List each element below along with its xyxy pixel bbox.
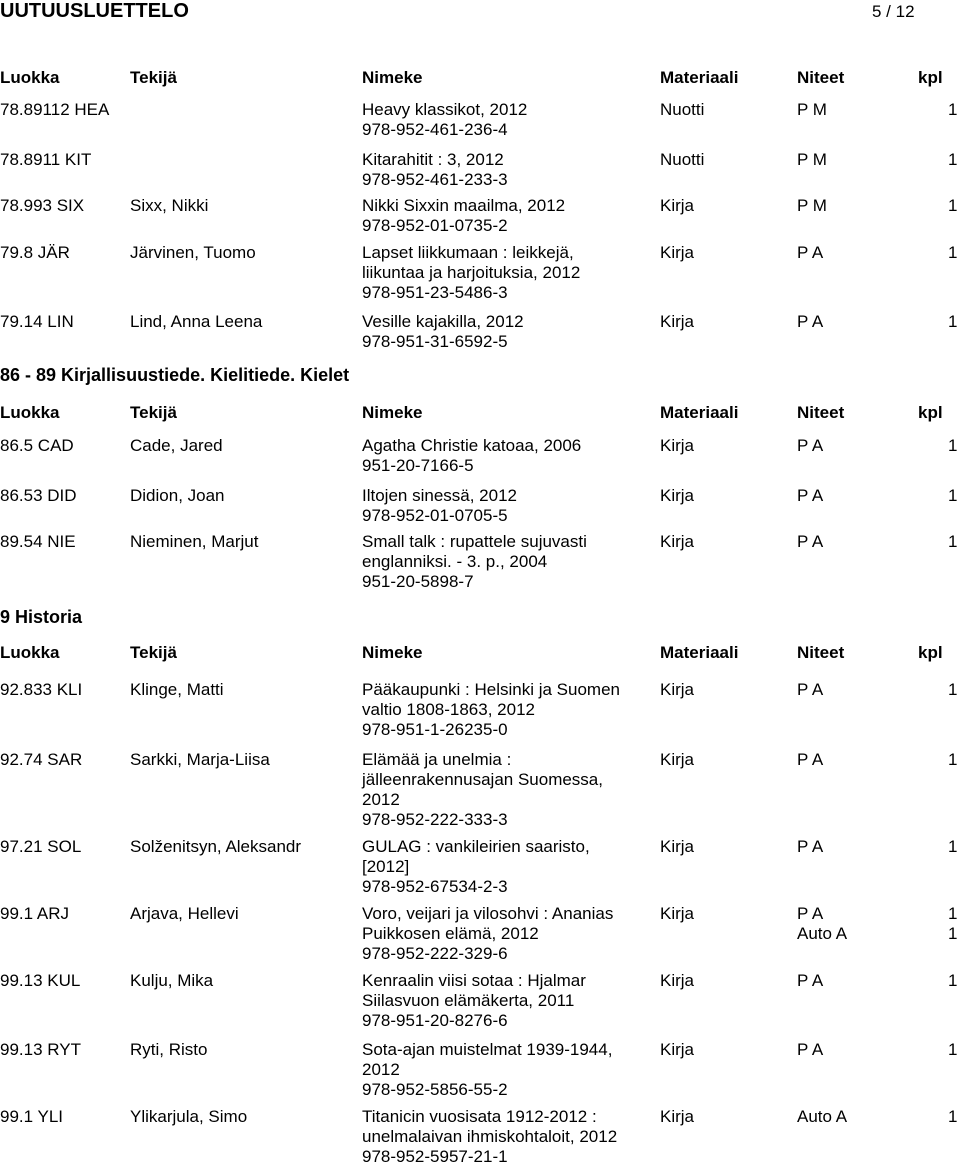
- row-title-line: Puikkosen elämä, 2012: [362, 924, 539, 943]
- row-title-line: Heavy klassikot, 2012: [362, 100, 528, 119]
- row-material: Kirja: [660, 680, 695, 699]
- row-material: Kirja: [660, 837, 695, 856]
- column-header-tekija: Tekijä: [130, 68, 177, 87]
- row-isbn: 978-952-01-0705-5: [362, 506, 508, 525]
- row-author: Lind, Anna Leena: [130, 312, 263, 331]
- row-author: Arjava, Hellevi: [130, 904, 239, 923]
- row-title-line: liikuntaa ja harjoituksia, 2012: [362, 263, 581, 282]
- row-count: 1: [948, 100, 958, 119]
- row-isbn: 978-952-5856-55-2: [362, 1080, 508, 1099]
- row-title-line: Voro, veijari ja vilosohvi : Ananias: [362, 904, 614, 923]
- row-material: Kirja: [660, 196, 695, 215]
- row-title-block: [362, 1040, 612, 1100]
- row-count: 1: [948, 904, 958, 923]
- column-header-nimeke: Nimeke: [362, 403, 423, 422]
- row-material: Nuotti: [660, 100, 705, 119]
- row-isbn: 978-952-461-233-3: [362, 170, 508, 189]
- row-title-line: Siilasvuon elämäkerta, 2011: [362, 991, 575, 1010]
- row-author: Cade, Jared: [130, 436, 223, 455]
- row-material: Nuotti: [660, 150, 705, 169]
- row-copies-location: P A: [797, 436, 824, 455]
- column-header-materiaali: Materiaali: [660, 403, 739, 422]
- row-title-line: Titanicin vuosisata 1912-2012 :: [362, 1107, 597, 1126]
- row-copies-location: Auto A: [797, 924, 848, 943]
- row-author: Sarkki, Marja-Liisa: [130, 750, 270, 769]
- row-isbn: 978-952-5957-21-1: [362, 1147, 508, 1166]
- row-copies-location: P A: [797, 904, 824, 923]
- row-copies-location: P A: [797, 486, 824, 505]
- row-title-block: [362, 100, 527, 140]
- row-title-line: Small talk : rupattele sujuvasti: [362, 532, 587, 551]
- row-author: Didion, Joan: [130, 486, 225, 505]
- row-title-block: [362, 971, 586, 1031]
- row-class-number: 86.5 CAD: [0, 436, 74, 455]
- row-isbn: 978-952-222-333-3: [362, 810, 508, 829]
- row-title-line: GULAG : vankileirien saaristo,: [362, 837, 590, 856]
- row-isbn: 978-951-31-6592-5: [362, 332, 508, 351]
- row-material: Kirja: [660, 532, 695, 551]
- row-author: Järvinen, Tuomo: [130, 243, 256, 262]
- row-count: 1: [948, 532, 958, 551]
- row-class-number: 78.89112 HEA: [0, 100, 110, 119]
- row-title-block: [362, 312, 524, 352]
- row-isbn: 978-951-1-26235-0: [362, 720, 508, 739]
- row-class-number: 78.8911 KIT: [0, 150, 92, 169]
- row-author: Klinge, Matti: [130, 680, 224, 699]
- column-header-niteet: Niteet: [797, 403, 845, 422]
- row-count: 1: [948, 150, 958, 169]
- row-material: Kirja: [660, 312, 695, 331]
- column-header-luokka: Luokka: [0, 68, 60, 87]
- row-author: Solženitsyn, Aleksandr: [130, 837, 302, 856]
- row-count: 1: [948, 1040, 958, 1059]
- row-class-number: 86.53 DID: [0, 486, 77, 505]
- row-isbn: 951-20-7166-5: [362, 456, 474, 475]
- row-copies-location: P A: [797, 532, 824, 551]
- row-title-line: Kitarahitit : 3, 2012: [362, 150, 504, 169]
- row-copies-location: P A: [797, 1040, 824, 1059]
- row-class-number: 99.1 ARJ: [0, 904, 69, 923]
- row-title-block: [362, 196, 565, 236]
- row-title-line: [2012]: [362, 857, 410, 876]
- row-title-line: Iltojen sinessä, 2012: [362, 486, 517, 505]
- row-count: 1: [948, 486, 958, 505]
- column-header-luokka: Luokka: [0, 643, 60, 662]
- row-class-number: 97.21 SOL: [0, 837, 82, 856]
- row-title-block: [362, 837, 590, 897]
- row-copies-location: Auto A: [797, 1107, 848, 1126]
- row-title-block: [362, 436, 581, 476]
- row-material: Kirja: [660, 1040, 695, 1059]
- row-copies-location: P A: [797, 750, 824, 769]
- row-title-line: Vesille kajakilla, 2012: [362, 312, 524, 331]
- row-isbn: 978-951-20-8276-6: [362, 1011, 508, 1030]
- row-title-line: Lapset liikkumaan : leikkejä,: [362, 243, 574, 262]
- section-heading: 9 Historia: [0, 607, 83, 627]
- column-header-tekija: Tekijä: [130, 643, 177, 662]
- row-title-line: unelmalaivan ihmiskohtaloit, 2012: [362, 1127, 618, 1146]
- row-material: Kirja: [660, 486, 695, 505]
- row-title-line: Agatha Christie katoaa, 2006: [362, 436, 582, 455]
- row-title-block: [362, 1107, 617, 1167]
- row-copies-location: P M: [797, 100, 827, 119]
- row-copies-location: P A: [797, 243, 824, 262]
- row-title-line: Elämää ja unelmia :: [362, 750, 512, 769]
- row-isbn: 978-952-461-236-4: [362, 120, 508, 139]
- column-header-kpl: kpl: [918, 68, 943, 87]
- row-author: Kulju, Mika: [130, 971, 214, 990]
- row-isbn: 978-952-67534-2-3: [362, 877, 508, 896]
- column-header-tekija: Tekijä: [130, 403, 177, 422]
- row-material: Kirja: [660, 243, 695, 262]
- row-material: Kirja: [660, 1107, 695, 1126]
- row-class-number: 79.8 JÄR: [0, 243, 70, 262]
- row-class-number: 99.1 YLI: [0, 1107, 64, 1126]
- row-title-line: 2012: [362, 790, 400, 809]
- row-title-block: [362, 486, 517, 526]
- row-count: 1: [948, 243, 958, 262]
- row-author: Ryti, Risto: [130, 1040, 208, 1059]
- row-isbn: 978-952-222-329-6: [362, 944, 508, 963]
- row-class-number: 92.833 KLI: [0, 680, 83, 699]
- row-class-number: 79.14 LIN: [0, 312, 74, 331]
- row-count: 1: [948, 924, 958, 943]
- column-header-nimeke: Nimeke: [362, 68, 423, 87]
- row-title-line: Sota-ajan muistelmat 1939-1944,: [362, 1040, 613, 1059]
- row-count: 1: [948, 1107, 958, 1126]
- row-count: 1: [948, 312, 958, 331]
- row-title-line: englanniksi. - 3. p., 2004: [362, 552, 548, 571]
- row-title-line: valtio 1808-1863, 2012: [362, 700, 535, 719]
- row-title-block: [362, 532, 587, 592]
- row-material: Kirja: [660, 904, 695, 923]
- row-count: 1: [948, 436, 958, 455]
- row-copies-location: P M: [797, 150, 827, 169]
- row-isbn: 978-951-23-5486-3: [362, 283, 508, 302]
- column-header-nimeke: Nimeke: [362, 643, 423, 662]
- column-header-niteet: Niteet: [797, 68, 845, 87]
- row-class-number: 92.74 SAR: [0, 750, 83, 769]
- column-header-niteet: Niteet: [797, 643, 845, 662]
- column-header-materiaali: Materiaali: [660, 68, 739, 87]
- row-author: Sixx, Nikki: [130, 196, 209, 215]
- row-title-line: Pääkaupunki : Helsinki ja Suomen: [362, 680, 620, 699]
- row-title-line: jälleenrakennusajan Suomessa,: [362, 770, 603, 789]
- row-material: Kirja: [660, 436, 695, 455]
- row-copies-location: P M: [797, 196, 827, 215]
- row-count: 1: [948, 971, 958, 990]
- row-title-block: [362, 243, 580, 303]
- row-count: 1: [948, 750, 958, 769]
- row-count: 1: [948, 837, 958, 856]
- row-class-number: 99.13 RYT: [0, 1040, 81, 1059]
- row-material: Kirja: [660, 750, 695, 769]
- row-title-block: [362, 150, 508, 190]
- row-copies-location: P A: [797, 971, 824, 990]
- row-class-number: 89.54 NIE: [0, 532, 76, 551]
- row-title-line: Nikki Sixxin maailma, 2012: [362, 196, 566, 215]
- row-class-number: 78.993 SIX: [0, 196, 85, 215]
- column-header-luokka: Luokka: [0, 403, 60, 422]
- row-copies-location: P A: [797, 837, 824, 856]
- row-author: Ylikarjula, Simo: [130, 1107, 248, 1126]
- row-count: 1: [948, 196, 958, 215]
- row-title-block: [362, 750, 603, 830]
- column-header-materiaali: Materiaali: [660, 643, 739, 662]
- row-title-block: [362, 904, 613, 964]
- row-copies-location: P A: [797, 312, 824, 331]
- row-material: Kirja: [660, 971, 695, 990]
- column-header-kpl: kpl: [918, 403, 943, 422]
- row-title-line: Kenraalin viisi sotaa : Hjalmar: [362, 971, 586, 990]
- row-count: 1: [948, 680, 958, 699]
- row-isbn: 951-20-5898-7: [362, 572, 474, 591]
- row-author: Nieminen, Marjut: [130, 532, 259, 551]
- row-title-line: 2012: [362, 1060, 400, 1079]
- document-title: UUTUUSLUETTELO: [0, 0, 189, 22]
- row-isbn: 978-952-01-0735-2: [362, 216, 508, 235]
- row-title-block: [362, 680, 620, 740]
- section-heading: 86 - 89 Kirjallisuustiede. Kielitiede. Kielet: [0, 365, 350, 385]
- page-number: 5 / 12: [872, 2, 915, 21]
- row-class-number: 99.13 KUL: [0, 971, 81, 990]
- column-header-kpl: kpl: [918, 643, 943, 662]
- row-copies-location: P A: [797, 680, 824, 699]
